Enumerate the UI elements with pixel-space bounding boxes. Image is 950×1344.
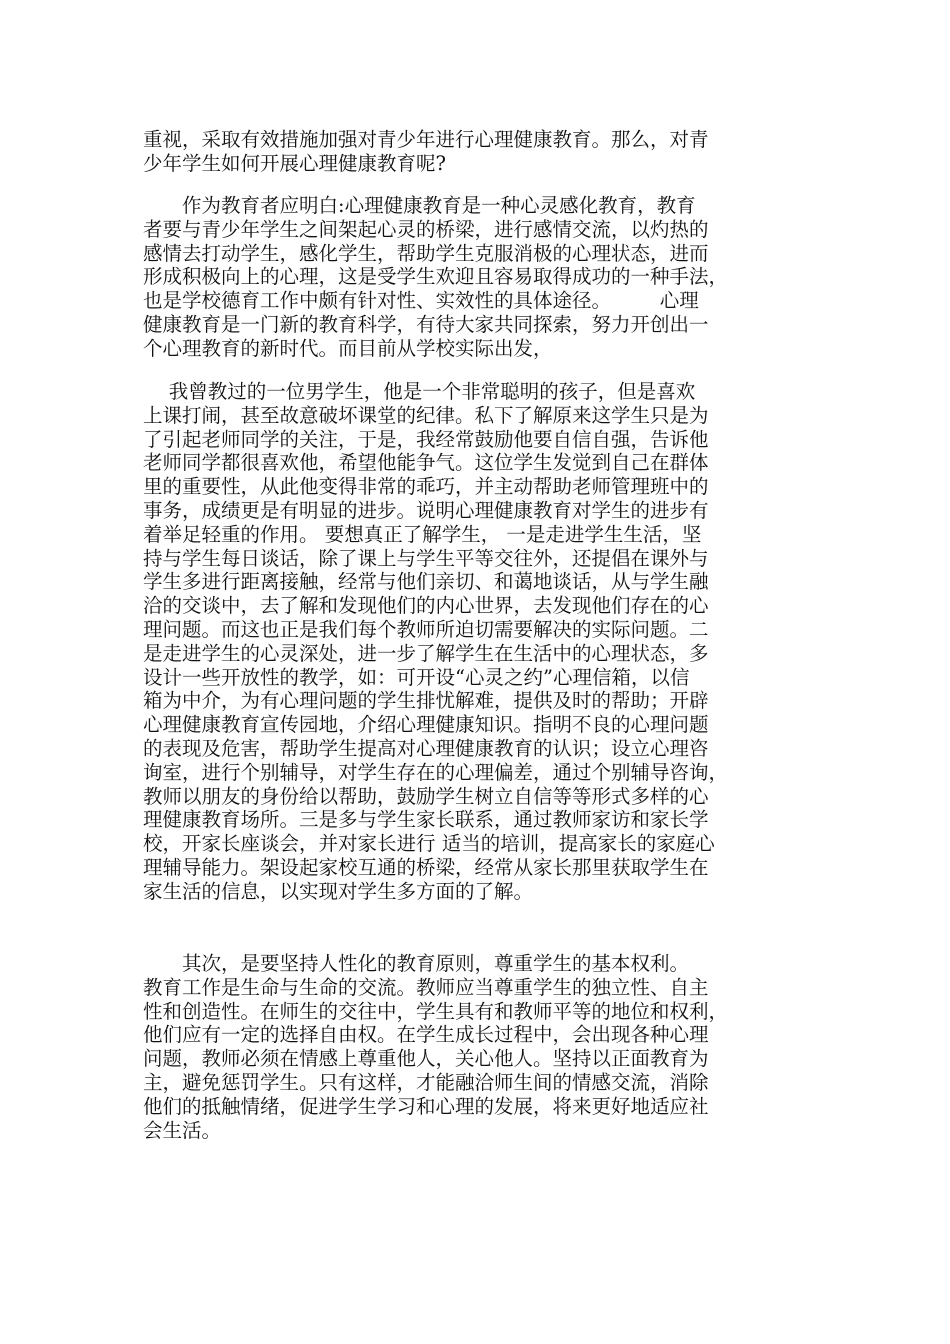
text-line: 重视，采取有效措施加强对青少年进行心理健康教育。那么，对青	[143, 128, 709, 151]
text-line: 箱为中介，为有心理问题的学生排忧解难，提供及时的帮助；开辟	[143, 689, 709, 713]
text-line: 设计一些开放性的教学，如：可开设“心灵之约”心理信箱，以信	[143, 665, 690, 689]
text-line: 校，开家长座谈会，并对家长进行 适当的培训，提高家长的家庭心	[143, 832, 715, 856]
text-line: 他们的抵触情绪，促进学生学习和心理的发展，将来更好地适应社	[143, 1094, 709, 1118]
text-line: 健康教育是一门新的教育科学，有待大家共同探索，努力开创出一	[143, 312, 709, 336]
text-line: 家生活的信息，以实现对学生多方面的了解。	[143, 879, 534, 903]
text-line: 是走进学生的心灵深处，进一步了解学生在生活中的心理状态，多	[143, 641, 709, 665]
text-line: 形成积极向上的心理，这是受学生欢迎且容易取得成功的一种手法，	[143, 265, 729, 289]
text-line: 持与学生每日谈话，除了课上与学生平等交往外，还提倡在课外与	[143, 546, 709, 570]
text-line: 个心理教育的新时代。而目前从学校实际出发，	[143, 336, 553, 360]
text-line: 心理健康教育宣传园地，介绍心理健康知识。指明不良的心理问题	[143, 713, 709, 737]
text-line: 我曾教过的一位男学生，他是一个非常聪明的孩子，但是喜欢	[143, 380, 696, 403]
text-line: 性和创造性。在师生的交往中，学生具有和教师平等的地位和权利，	[143, 999, 729, 1023]
text-line: 作为教育者应明白:心理健康教育是一种心灵感化教育，教育	[143, 194, 696, 217]
paragraph-respect	[143, 952, 803, 1142]
text-line: 老师同学都很喜欢他，希望他能争气。这位学生发觉到自己在群体	[143, 451, 709, 475]
text-line: 会生活。	[143, 1118, 222, 1142]
paragraph-educator	[143, 194, 803, 361]
text-line: 询室，进行个别辅导，对学生存在的心理偏差，通过个别辅导咨询，	[143, 760, 729, 784]
text-line: 教师以朋友的身份给以帮助，鼓励学生树立自信等等形式多样的心	[143, 784, 709, 808]
text-line: 的表现及危害，帮助学生提高对心理健康教育的认识；设立心理咨	[143, 736, 709, 760]
text-line: 事务，成绩更是有明显的进步。说明心理健康教育对学生的进步有	[143, 498, 709, 522]
text-line: 问题，教师必须在情感上尊重他人，关心他人。坚持以正面教育为	[143, 1047, 709, 1071]
text-line: 教育工作是生命与生命的交流。教师应当尊重学生的独立性、自主	[143, 975, 709, 999]
text-line: 主，避免惩罚学生。只有这样，才能融洽师生间的情感交流，消除	[143, 1070, 709, 1094]
text-line: 其次，是要坚持人性化的教育原则，尊重学生的基本权利。	[143, 952, 690, 975]
text-line: 理辅导能力。架设起家校互通的桥梁，经常从家长那里获取学生在	[143, 855, 709, 879]
text-line: 洽的交谈中，去了解和发现他们的内心世界，去发现他们存在的心	[143, 594, 709, 618]
text-line: 他们应有一定的选择自由权。在学生成长过程中，会出现各种心理	[143, 1023, 709, 1047]
text-line: 着举足轻重的作用。 要想真正了解学生， 一是走进学生生活，坚	[143, 522, 702, 546]
paragraph-student-case	[143, 380, 803, 904]
text-line: 学生多进行距离接触，经常与他们亲切、和蔼地谈话，从与学生融	[143, 570, 709, 594]
text-line: 也是学校德育工作中颇有针对性、实效性的具体途径。 心理	[143, 289, 699, 313]
text-line: 理问题。而这也正是我们每个教师所迫切需要解决的实际问题。二	[143, 617, 709, 641]
paragraph-intro	[143, 128, 803, 176]
text-line: 理健康教育场所。三是多与学生家长联系，通过教师家访和家长学	[143, 808, 709, 832]
text-line: 少年学生如何开展心理健康教育呢?	[143, 151, 446, 175]
text-line: 里的重要性，从此他变得非常的乖巧，并主动帮助老师管理班中的	[143, 475, 709, 499]
text-line: 者要与青少年学生之间架起心灵的桥梁，进行感情交流，以灼热的	[143, 217, 709, 241]
text-line: 了引起老师同学的关注，于是，我经常鼓励他要自信自强，告诉他	[143, 427, 709, 451]
text-line: 感情去打动学生，感化学生，帮助学生克服消极的心理状态，进而	[143, 241, 709, 265]
text-line: 上课打闹，甚至故意破坏课堂的纪律。私下了解原来这学生只是为	[143, 403, 709, 427]
